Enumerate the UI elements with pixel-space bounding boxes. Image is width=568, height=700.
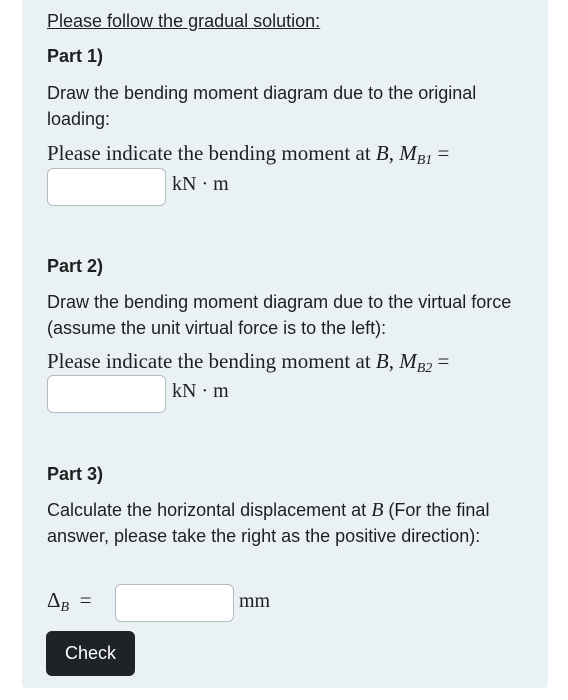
part3-instruction-post: (For the final answer, please take the right as the positive direction): (47, 500, 490, 546)
part2-heading: Part 2) (47, 256, 104, 276)
part1-instruction: Draw the bending moment diagram due to the original loading: (47, 83, 477, 129)
part1-equals: = (437, 141, 450, 165)
part1-symbol-sub: B1 (416, 153, 433, 168)
part1-unit: kN · m (172, 173, 229, 195)
part2-symbol-sub: B2 (416, 361, 433, 376)
part2-prompt-text: Please indicate the bending moment at (47, 349, 376, 373)
part3-instruction (47, 497, 507, 549)
part3-equals: = (79, 588, 92, 612)
part3-symbol: Δ (47, 588, 61, 612)
part3-symbol-sub: B (60, 600, 70, 615)
part1-symbol: M (399, 141, 417, 165)
part3-displacement-input[interactable] (115, 584, 234, 622)
check-button[interactable]: Check (46, 631, 135, 676)
part2-moment-input[interactable] (47, 375, 166, 413)
part3-point: B (371, 499, 384, 521)
part3-prompt (47, 588, 91, 616)
part1-point: B (375, 141, 389, 165)
part2-unit: kN · m (172, 380, 229, 402)
part3-instruction-pre: Calculate the horizontal displacement at (47, 500, 372, 520)
part3-unit: mm (239, 590, 271, 612)
part2-prompt: Please indicate the bending moment at B, $M_{B2}$ = (47, 349, 450, 376)
part1-prompt: Please indicate the bending moment at B, $M_{B1}$ = (47, 141, 450, 168)
part2-equals: = (437, 349, 450, 373)
solution-title: Please follow the gradual solution: (47, 11, 321, 31)
part1-moment-input[interactable] (47, 168, 166, 206)
part1-heading: Part 1) (47, 46, 104, 66)
part1-prompt-text: Please indicate the bending moment at (47, 141, 376, 165)
part2-symbol: M (399, 349, 417, 373)
part3-heading: Part 3) (47, 464, 104, 484)
part2-instruction: Draw the bending moment diagram due to the virtual force (assume the unit virtual force is to the left): (47, 292, 512, 338)
part2-point: B (375, 349, 389, 373)
solution-card (22, 0, 548, 688)
